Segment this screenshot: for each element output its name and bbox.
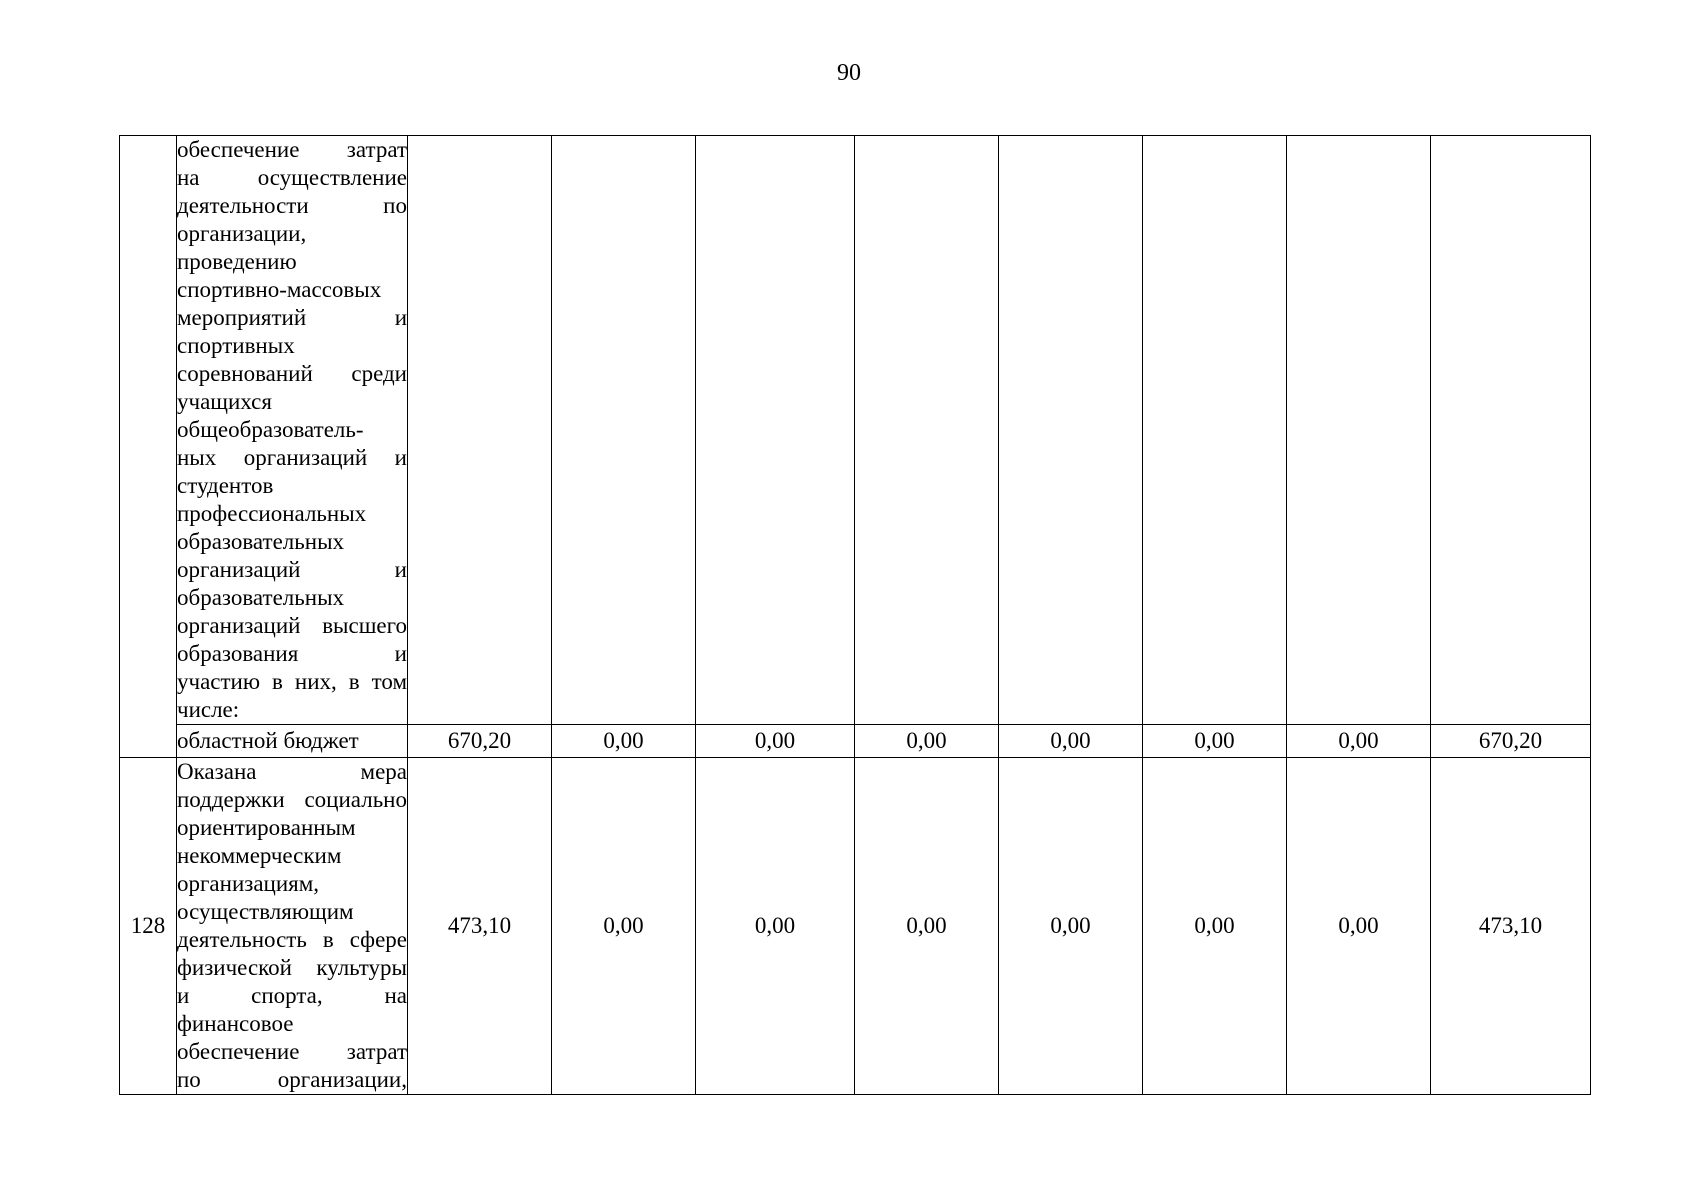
- description-line: участию в них, в том: [177, 669, 407, 694]
- value-cell: 0,00: [552, 758, 696, 1095]
- row-index: [120, 136, 177, 758]
- description-line: общеобразователь-: [177, 417, 364, 442]
- value-cell: 0,00: [1287, 725, 1431, 758]
- description-line: профессиональных: [177, 501, 367, 526]
- row-description: [177, 136, 408, 725]
- table-row: [120, 758, 1591, 1095]
- description-line: финансовое: [177, 1011, 294, 1036]
- value-cell: 0,00: [1143, 725, 1287, 758]
- page-number: 90: [837, 60, 861, 86]
- description-line: деятельность в сфере: [177, 927, 407, 952]
- empty-cell: [408, 136, 552, 725]
- description-line: организаций и: [177, 557, 407, 582]
- description-line: на осуществление: [177, 165, 407, 190]
- row-description: [177, 758, 408, 1095]
- value-cell: 0,00: [999, 758, 1143, 1095]
- description-line: соревнований среди: [177, 361, 407, 386]
- value-cell: 0,00: [999, 725, 1143, 758]
- value-cell: 473,10: [408, 758, 552, 1095]
- description-line: поддержки социально: [177, 787, 407, 812]
- description-line: спортивно-массовых: [177, 277, 382, 302]
- description-line: Оказана мера: [177, 759, 407, 784]
- value-cell: 0,00: [855, 725, 999, 758]
- description-line: проведению: [177, 249, 297, 274]
- description-line: осуществляющим: [177, 899, 354, 924]
- description-line: по организации,: [177, 1067, 407, 1092]
- description-line: деятельности по: [177, 193, 407, 218]
- value-cell: 0,00: [696, 758, 855, 1095]
- value-cell: 0,00: [855, 758, 999, 1095]
- value-cell: 0,00: [1287, 758, 1431, 1095]
- table-row: [120, 136, 1591, 725]
- empty-cell: [1431, 136, 1591, 725]
- description-line: студентов: [177, 473, 274, 498]
- row-index: 128: [120, 758, 177, 1095]
- description-line: образовательных: [177, 529, 345, 554]
- description-line: обеспечение затрат: [177, 1039, 407, 1064]
- description-line: спортивных: [177, 333, 295, 358]
- description-line: обеспечение затрат: [177, 137, 407, 162]
- description-line: образовательных: [177, 585, 345, 610]
- value-cell: 670,20: [408, 725, 552, 758]
- value-cell: 0,00: [552, 725, 696, 758]
- empty-cell: [1287, 136, 1431, 725]
- empty-cell: [696, 136, 855, 725]
- empty-cell: [999, 136, 1143, 725]
- description-line: организации,: [177, 221, 307, 246]
- empty-cell: [855, 136, 999, 725]
- budget-source-label: областной бюджет: [177, 725, 408, 758]
- description-line: ных организаций и: [177, 445, 407, 470]
- description-line: образования и: [177, 641, 407, 666]
- description-line: учащихся: [177, 389, 272, 414]
- value-cell: 473,10: [1431, 758, 1591, 1095]
- empty-cell: [552, 136, 696, 725]
- description-line: организаций высшего: [177, 613, 407, 638]
- value-cell: 0,00: [1143, 758, 1287, 1095]
- description-line: мероприятий и: [177, 305, 407, 330]
- empty-cell: [1143, 136, 1287, 725]
- description-line: ориентированным: [177, 815, 356, 840]
- description-line: организациям,: [177, 871, 320, 896]
- description-line: некоммерческим: [177, 843, 342, 868]
- value-cell: 0,00: [696, 725, 855, 758]
- table-row: [120, 725, 1591, 758]
- value-cell: 670,20: [1431, 725, 1591, 758]
- description-line: физической культуры: [177, 955, 407, 980]
- budget-table: [119, 135, 1591, 1095]
- description-line: и спорта, на: [177, 983, 407, 1008]
- description-line: числе:: [177, 697, 240, 722]
